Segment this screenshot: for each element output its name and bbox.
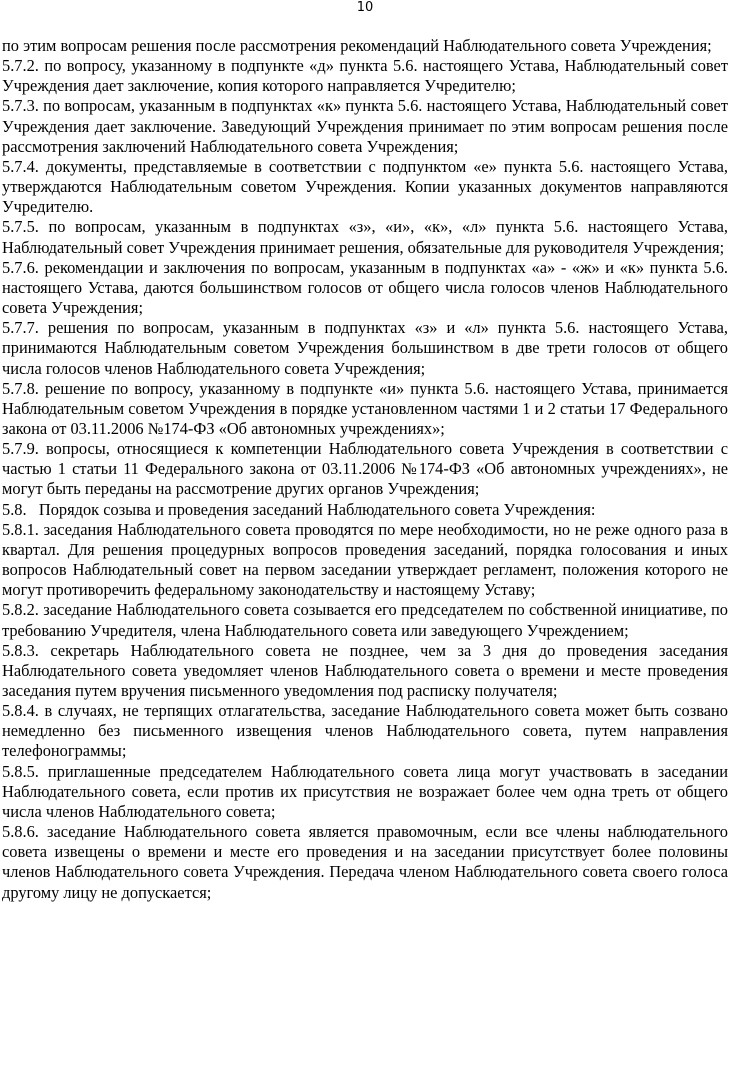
page-number: 10 (356, 0, 374, 15)
paragraph-5-7-3: 5.7.3. по вопросам, указанным в подпунктах «к» пункта 5.6. настоящего Устава, Наблюдательный совет Учреждения дает заключение. Заведующий Учреждения принимает по этим вопросам решения после рассмотрения заключений Наблюдательного совета Учреждения; (2, 96, 728, 156)
paragraph-5-7-7: 5.7.7. решения по вопросам, указанным в подпунктах «з» и «л» пункта 5.6. настоящего Устава, принимаются Наблюдательным советом Учреждения большинством в две трети голосов от общего числа голосов членов Наблюдательного совета Учреждения; (2, 318, 728, 378)
paragraph-5-7-2: 5.7.2. по вопросу, указанному в подпункте «д» пункта 5.6. настоящего Устава, Наблюдательный совет Учреждения дает заключение, копия которого направляется Учредителю; (2, 56, 728, 96)
paragraph-5-7-8: 5.7.8. решение по вопросу, указанному в подпункте «и» пункта 5.6. настоящего Устава, принимается Наблюдательным советом Учреждения в порядке установленном частями 1 и 2 статьи 17 Федерального закона от 03.11.2006 №174-ФЗ «Об автономных учреждениях»; (2, 378, 728, 438)
paragraph-5-8-3: 5.8.3. секретарь Наблюдательного совета не позднее, чем за 3 дня до проведения заседания Наблюдательного совета уведомляет членов Наблюдательного совета о времени и месте проведения заседания путем вручения письменного уведомления под расписку получателя; (2, 640, 728, 700)
paragraph-5-8-5: 5.8.5. приглашенные председателем Наблюдательного совета лица могут участвовать в заседании Наблюдательного совета, если против их присутствия не возражает более чем одна треть от общего числа членов Наблюдательного совета; (2, 761, 728, 821)
document-body (2, 36, 728, 903)
paragraph-5-7-6: 5.7.6. рекомендации и заключения по вопросам, указанным в подпунктах «а» - «ж» и «к» пункта 5.6. настоящего Устава, даются большинством голосов от общего числа голосов членов Наблюдательного совета Учреждения; (2, 257, 728, 318)
paragraph-5-7-9: 5.7.9. вопросы, относящиеся к компетенции Наблюдательного совета Учреждения в соответствии с частью 1 статьи 11 Федерального закона от 03.11.2006 №174-ФЗ «Об автономных учреждениях», не могут быть переданы на рассмотрение других органов Учреждения; (2, 439, 728, 499)
paragraph-5-8-6: 5.8.6. заседание Наблюдательного совета является правомочным, если все члены наблюдательного совета извещены о времени и месте его проведения и на заседании присутствует более половины членов Наблюдательного совета Учреждения. Передача членом Наблюдательного совета своего голоса другому лицу не допускается; (2, 822, 728, 902)
paragraph-5-7-5: 5.7.5. по вопросам, указанным в подпунктах «з», «и», «к», «л» пункта 5.6. настоящего Устава, Наблюдательный совет Учреждения принимает решения, обязательные для руководителя Учреждения; (2, 217, 728, 257)
paragraph-5-7-4: 5.7.4. документы, представляемые в соответствии с подпунктом «е» пункта 5.6. настоящего Устава, утверждаются Наблюдательным советом Учреждения. Копии указанных документов направляются Учредителю. (2, 156, 728, 217)
paragraph-5-8-1: 5.8.1. заседания Наблюдательного совета проводятся по мере необходимости, но не реже одного раза в квартал. Для решения процедурных вопросов проведения заседаний, порядка голосования и иных вопросов Наблюдательный совет на первом заседании утверждает регламент, положения которого не могут противоречить федеральному законодательству и настоящему Уставу; (2, 519, 728, 600)
section-heading-5-8: 5.8. Порядок созыва и проведения заседаний Наблюдательного совета Учреждения: (2, 499, 596, 519)
paragraph-5-8-4: 5.8.4. в случаях, не терпящих отлагательства, заседание Наблюдательного совета может быть созвано немедленно без письменного извещения членов Наблюдательного совета, путем направления телефонограммы; (2, 701, 728, 761)
paragraph-5-8-2: 5.8.2. заседание Наблюдательного совета созывается его председателем по собственной инициативе, по требованию Учредителя, члена Наблюдательного совета или заведующего Учреждением; (2, 600, 728, 640)
paragraph-continuation: по этим вопросам решения после рассмотрения рекомендаций Наблюдательного совета Учреждения; (2, 36, 712, 55)
